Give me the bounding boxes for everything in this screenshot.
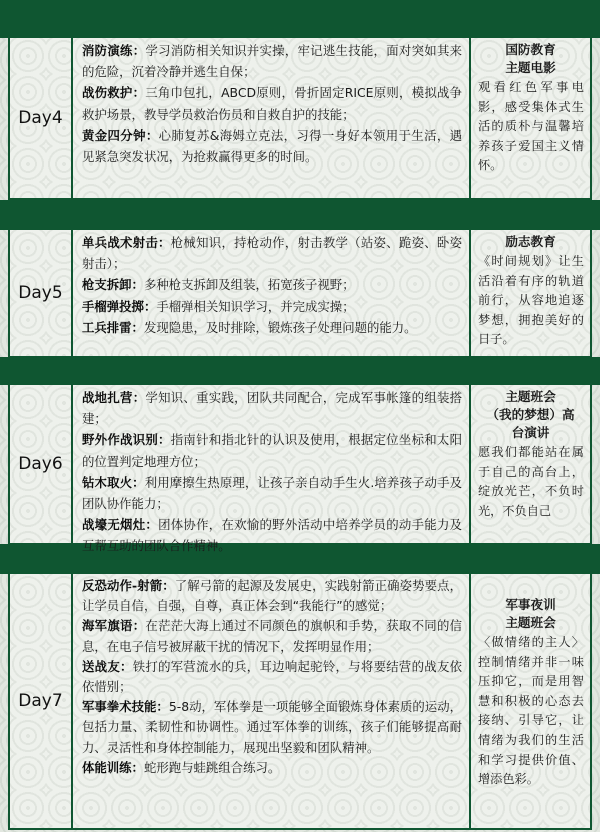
day-cell bbox=[10, 230, 71, 356]
theme-cell bbox=[471, 230, 590, 356]
activity-title: 战壕无烟灶： bbox=[82, 517, 159, 533]
theme-cell bbox=[471, 574, 590, 828]
day-row-4 bbox=[8, 36, 592, 200]
activity-text: 了解弓箭的起源及发展史，实践射箭正确姿势要点，让学员自信，自强，自尊，真正体会到“我能行”的感觉； bbox=[82, 578, 462, 614]
day-row-6 bbox=[8, 383, 592, 554]
activity-item bbox=[82, 472, 462, 514]
theme-title bbox=[471, 38, 590, 77]
activity-text: 利用摩擦生热原理，让孩子亲自动手生火.培养孩子动手及团队协作能力； bbox=[82, 474, 462, 512]
day-label: Day6 bbox=[18, 454, 63, 474]
activity-item bbox=[82, 296, 462, 317]
day-cell bbox=[10, 574, 71, 828]
activity-text: 学知识、重实践，团队共同配合，完成军事帐篷的组装搭建； bbox=[82, 390, 463, 427]
activity-text: 学习消防相关知识并实操，牢记逃生技能，面对突如其来的危险，沉着冷静并逃生自保； bbox=[82, 43, 463, 80]
activity-item bbox=[82, 697, 462, 758]
day-label: Day4 bbox=[18, 108, 63, 128]
day-label: Day5 bbox=[18, 283, 63, 303]
activity-title: 黄金四分钟： bbox=[82, 127, 159, 143]
activity-text: 三角巾包扎，ABCD原则，骨折固定RICE原则，模拟战争救护场景，教导学员救治伤员和自救自护的技能； bbox=[82, 85, 463, 122]
activity-text: 多种枪支拆卸及组装，拓宽孩子视野； bbox=[143, 277, 355, 293]
separator-band bbox=[0, 357, 600, 385]
activity-item bbox=[82, 82, 462, 124]
theme-title-line: 台演讲 bbox=[511, 425, 550, 440]
activity-item bbox=[82, 758, 462, 778]
activities-cell bbox=[73, 38, 469, 198]
theme-description: 愿我们都能站在属于自己的高台上，绽放光芒，不负时光，不负自己 bbox=[478, 445, 584, 518]
activity-text: 铁打的军营流水的兵，耳边响起驼铃，与将要结营的战友依依惜别； bbox=[82, 658, 463, 695]
activity-item bbox=[82, 576, 462, 616]
activities-cell bbox=[73, 574, 469, 828]
theme-title-line: 主题电影 bbox=[505, 60, 556, 75]
activity-title: 战伤救护： bbox=[82, 85, 146, 101]
day-label: Day7 bbox=[18, 691, 63, 711]
activity-title: 钻木取火： bbox=[82, 474, 145, 490]
activity-item bbox=[82, 232, 462, 274]
theme-title-line: （我的梦想）高 bbox=[486, 407, 575, 422]
activity-item bbox=[82, 429, 462, 471]
activity-title: 战地扎营： bbox=[82, 390, 146, 405]
theme-title-line: 军事夜训 bbox=[505, 597, 556, 612]
activity-title: 送战友： bbox=[82, 658, 133, 674]
activity-text: 蛇形跑与蛙跳组合练习。 bbox=[143, 759, 281, 775]
theme-title bbox=[471, 385, 590, 442]
activity-title: 军事拳术技能： bbox=[82, 699, 169, 715]
day-row-7 bbox=[8, 572, 592, 830]
activity-text: 团体协作，在欢愉的野外活动中培养学员的动手能力及互帮互助的团队合作精神。 bbox=[82, 517, 463, 554]
separator-band bbox=[0, 0, 600, 38]
activity-item bbox=[82, 40, 462, 82]
theme-title-line: 主题班会 bbox=[505, 389, 556, 404]
theme-description: 观看红色军事电影，感受集体式生活的质朴与温馨培养孩子爱国主义情怀。 bbox=[478, 80, 584, 173]
activity-text: 心肺复苏&海姆立克法，习得一身好本领用于生活，遇见紧急突发状况，为抢救赢得更多的时间。 bbox=[82, 127, 462, 165]
theme-title bbox=[471, 574, 590, 632]
activity-item bbox=[82, 657, 462, 697]
separator-band bbox=[0, 200, 600, 230]
theme-cell bbox=[471, 38, 590, 198]
activity-item bbox=[82, 317, 462, 338]
activity-item bbox=[82, 125, 462, 167]
theme-cell bbox=[471, 385, 590, 543]
activity-title: 单兵战术射击： bbox=[82, 235, 171, 250]
activity-title: 手榴弹投掷： bbox=[82, 298, 157, 314]
day-cell bbox=[10, 38, 71, 198]
activity-item bbox=[82, 274, 462, 295]
activity-title: 工兵排雷： bbox=[82, 319, 144, 335]
activity-item bbox=[82, 514, 462, 556]
theme-title-line: 主题班会 bbox=[505, 615, 556, 630]
activity-text: 枪械知识，持枪动作，射击教学（站姿、跪姿、卧姿射击）； bbox=[82, 235, 463, 272]
activity-text: 在茫茫大海上通过不同颜色的旗帜和手势，获取不同的信息，在电子信号被屏蔽干扰的情况下，发挥明显作用； bbox=[82, 618, 463, 654]
activities-cell bbox=[73, 230, 469, 356]
activity-text: 5-8动，军体拳是一项能够全面锻炼身体素质的运动，包括力量、柔韧性和协调性。通过军体拳的训练，孩子们能够提高耐力、灵活性和身体控制能力，展现出坚毅和团队精神。 bbox=[82, 699, 462, 755]
activity-title: 消防演练： bbox=[82, 43, 146, 58]
activities-cell bbox=[73, 385, 469, 554]
theme-description: 《时间规划》让生活沿着有序的轨道前行，从容地追逐梦想，拥抱美好的日子。 bbox=[478, 254, 584, 347]
activity-title: 海军旗语： bbox=[82, 618, 146, 634]
activity-item bbox=[82, 387, 462, 429]
activity-title: 反恐动作-射箭： bbox=[82, 578, 175, 593]
activity-title: 体能训练： bbox=[82, 759, 144, 775]
theme-title bbox=[471, 230, 590, 251]
activity-text: 手榴弹相关知识学习，并完成实操； bbox=[156, 298, 355, 314]
activity-text: 发现隐患，及时排除，锻炼孩子处理问题的能力。 bbox=[143, 319, 417, 335]
activity-item bbox=[82, 616, 462, 656]
activity-title: 野外作战识别： bbox=[82, 432, 171, 448]
theme-description: 〈做情绪的主人〉控制情绪并非一味压抑它，而是用智慧和积极的心态去接纳、引导它，让情绪为我们的生活和学习提供价值、增添色彩。 bbox=[478, 635, 584, 787]
day-cell bbox=[10, 385, 71, 543]
activity-text: 指南针和指北针的认识及使用，根据定位坐标和太阳的位置判定地理方位； bbox=[82, 432, 463, 469]
day-row-5 bbox=[8, 228, 592, 358]
activity-title: 枪支拆卸： bbox=[82, 277, 144, 293]
theme-title-line: 励志教育 bbox=[505, 234, 556, 249]
theme-title-line: 国防教育 bbox=[505, 42, 556, 57]
